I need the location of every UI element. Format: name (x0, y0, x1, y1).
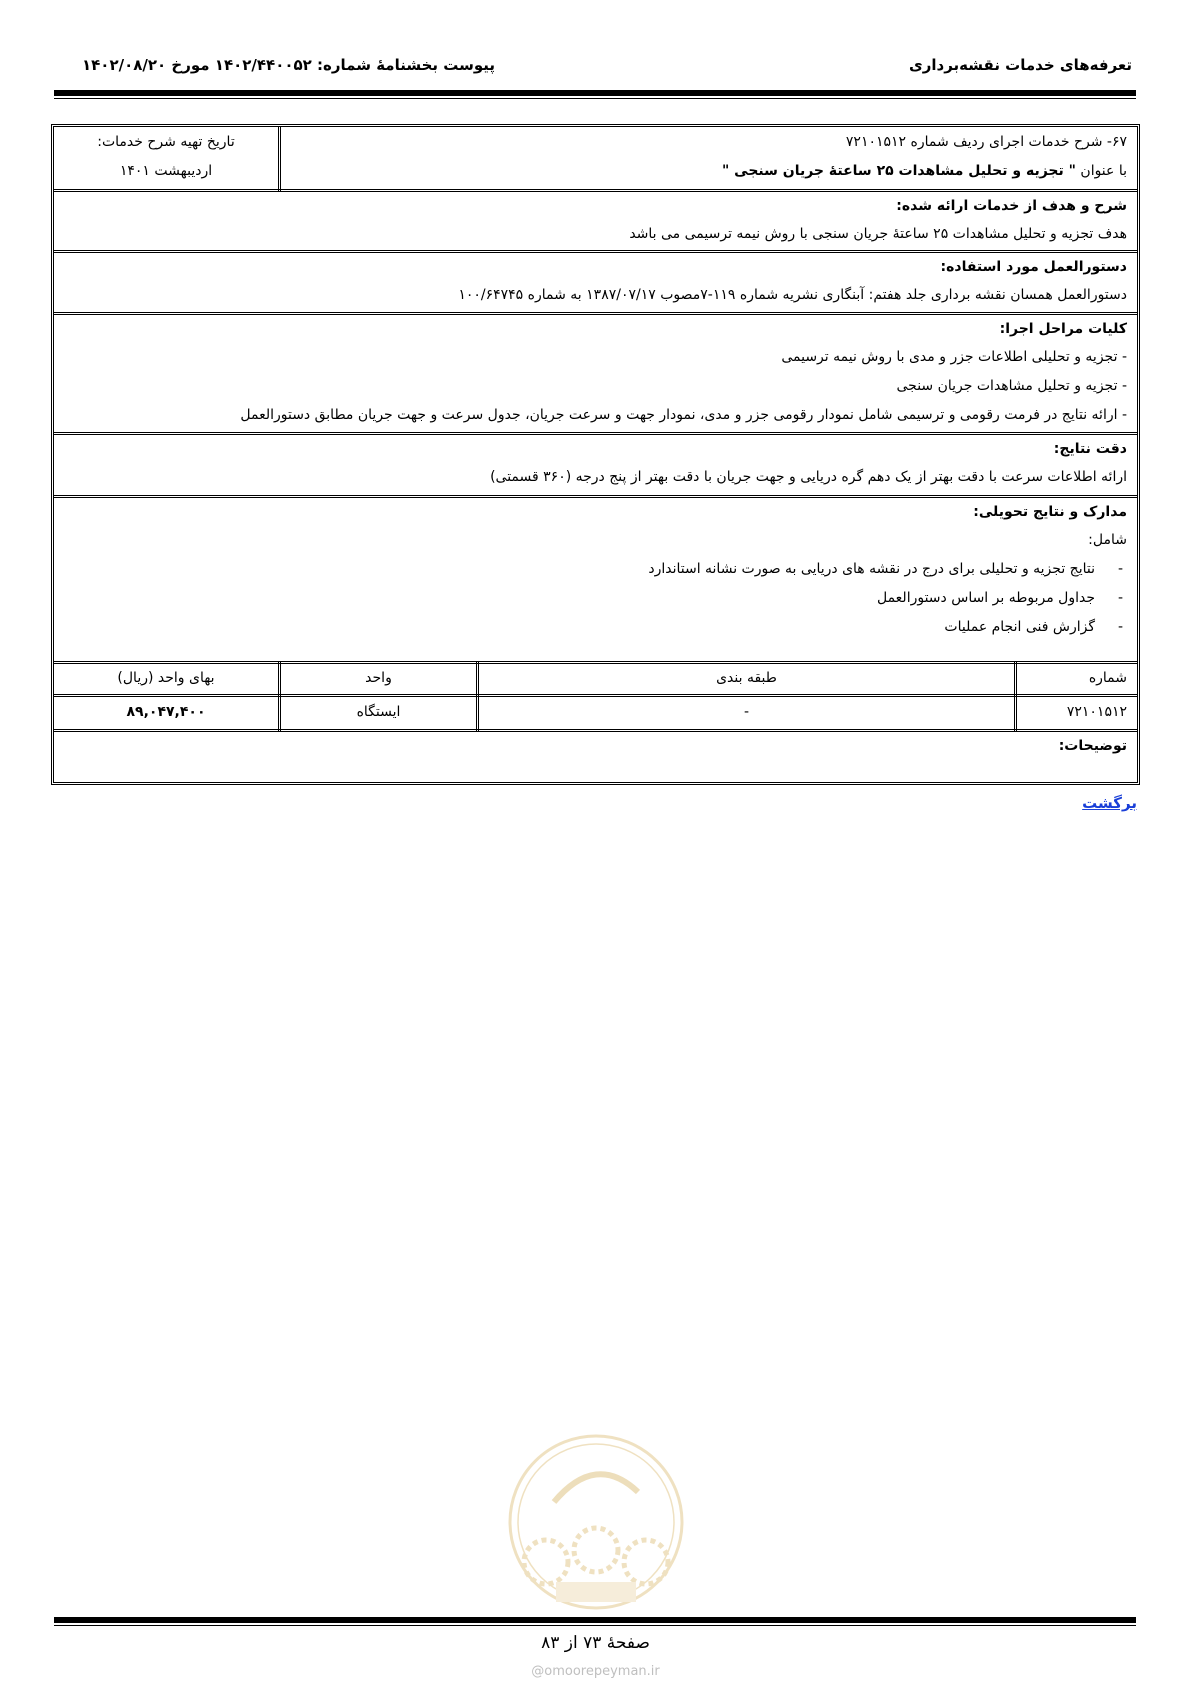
table-cell-price: ۸۹,۰۴۷,۴۰۰ (126, 704, 206, 720)
divider (54, 189, 1137, 192)
item-line: ۶۷- شرح خدمات اجرای ردیف شماره ۷۲۱۰۱۵۱۲ (845, 134, 1127, 150)
table-cell-classification: - (743, 704, 750, 720)
footer-rule (54, 1617, 1136, 1623)
notes-heading: توضیحات: (1058, 738, 1127, 754)
divider (54, 432, 1137, 435)
steps-heading: کلیات مراحل اجرا: (999, 321, 1127, 337)
service-description-form (51, 124, 1140, 785)
divider (54, 250, 1137, 253)
deliverable-item: نتایج تجزیه و تحلیلی برای درج در نقشه های دریایی به صورت نشانه استاندارد (648, 561, 1095, 577)
item-title-prefix: با عنوان (1080, 163, 1127, 179)
bullet: - (1117, 619, 1123, 635)
manual-heading: دستورالعمل مورد استفاده: (940, 259, 1127, 275)
footer-rule-thin (54, 1625, 1136, 1626)
deliverable-item: گزارش فنی انجام عملیات (944, 619, 1095, 635)
manual-text: دستورالعمل همسان نقشه برداری جلد هفتم: آبنگاری نشریه شماره ۱۱۹-۷مصوب ۱۳۸۷/۰۷/۱۷ به شماره ۱۰۰/۶۴۷۴۵ (458, 287, 1127, 303)
divider (54, 495, 1137, 498)
divider (278, 127, 281, 192)
date-value: اردیبهشت ۱۴۰۱ (119, 163, 213, 179)
bullet: - (1117, 590, 1123, 606)
goal-text: هدف تجزیه و تحلیل مشاهدات ۲۵ ساعتهٔ جریان سنجی با روش نیمه ترسیمی می باشد (629, 226, 1127, 242)
goal-heading: شرح و هدف از خدمات ارائه شده: (896, 198, 1127, 214)
divider (1014, 661, 1017, 732)
item-title-row (722, 162, 1127, 180)
step-item: - تجزیه و تحلیل مشاهدات جریان سنجی (896, 378, 1127, 394)
bullet: - (1117, 561, 1123, 577)
accuracy-heading: دقت نتایج: (1053, 441, 1127, 457)
attachment-reference: پیوست بخشنامهٔ شماره: ۱۴۰۲/۴۴۰۰۵۲ مورخ ۱۴۰۲/۰۸/۲۰ (82, 56, 496, 74)
table-header-unit: واحد (365, 670, 392, 686)
item-title: " تجزیه و تحلیل مشاهدات ۲۵ ساعتهٔ جریان سنجی " (721, 163, 1076, 179)
page-header (60, 56, 1132, 80)
accuracy-text: ارائه اطلاعات سرعت با دقت بهتر از یک دهم گره دریایی و جهت جریان با دقت بهتر از پنج درجه (۳۶۰ قسمتی) (490, 469, 1127, 485)
omoor-peyman-logo (506, 1432, 686, 1612)
step-item: - ارائه نتایج در فرمت رقومی و ترسیمی شامل نمودار رقومی جزر و مدی، نمودار جهت و سرعت جریان، جدول سرعت و جهت جریان مطابق دستورالعمل (240, 407, 1127, 423)
divider (54, 661, 1137, 664)
deliverables-heading: مدارک و نتایج تحویلی: (973, 504, 1127, 520)
watermark-site: @omoorepeyman.ir (531, 1664, 660, 1679)
divider (54, 694, 1137, 697)
table-header-number: شماره (1088, 670, 1127, 686)
page-number: صفحهٔ ۷۳ از ۸۳ (541, 1633, 650, 1653)
deliverables-intro: شامل: (1088, 532, 1127, 548)
step-item: - تجزیه و تحلیلی اطلاعات جزر و مدی با روش نیمه ترسیمی (781, 349, 1127, 365)
table-header-classification: طبقه بندی (716, 670, 777, 686)
table-cell-number: ۷۲۱۰۱۵۱۲ (1066, 704, 1127, 720)
divider (54, 729, 1137, 732)
document-title: تعرفه‌های خدمات نقشه‌برداری (908, 56, 1132, 74)
divider (54, 312, 1137, 315)
table-header-price: بهای واحد (ریال) (117, 670, 215, 686)
date-label: تاریخ تهیه شرح خدمات: (97, 134, 235, 150)
header-rule (54, 90, 1136, 96)
header-rule-thin (54, 98, 1136, 99)
deliverable-item: جداول مربوطه بر اساس دستورالعمل (876, 590, 1095, 606)
table-cell-unit: ایستگاه (356, 704, 401, 720)
back-link[interactable]: برگشت (1082, 794, 1137, 812)
